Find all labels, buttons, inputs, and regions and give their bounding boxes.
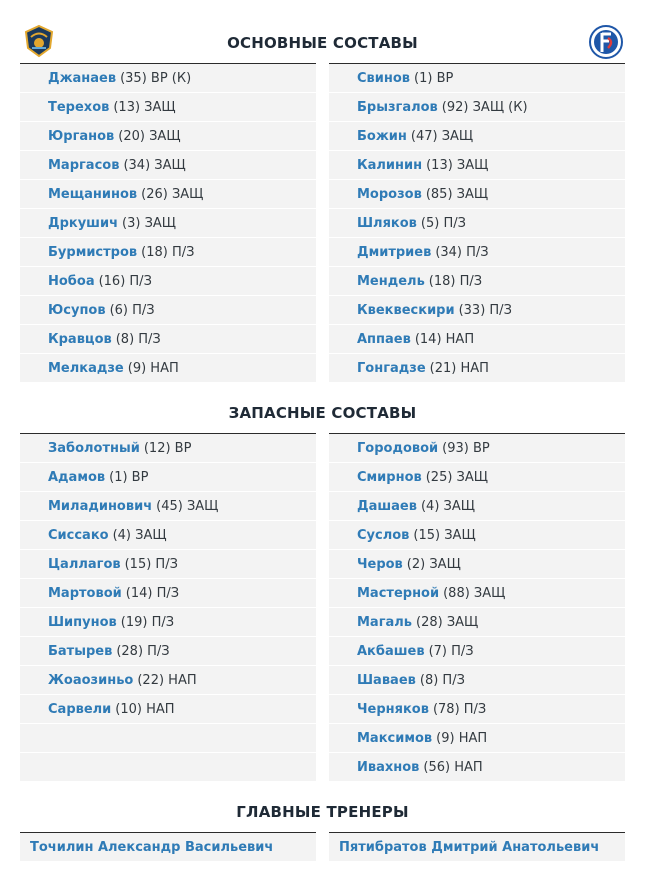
player-number-position: (26) ЗАЩ: [141, 186, 204, 202]
player-number-position: (3) ЗАЩ: [122, 215, 177, 231]
player-number-position: (92) ЗАЩ (К): [441, 99, 528, 115]
player-row: [20, 492, 316, 520]
player-row: [329, 296, 625, 324]
player-number-position: (25) ЗАЩ: [425, 469, 488, 485]
player-row: [329, 325, 625, 353]
player-row: [329, 209, 625, 237]
player-number-position: (13) ЗАЩ: [113, 99, 176, 115]
player-number-position: (33) П/З: [458, 302, 512, 318]
player-row: [20, 695, 316, 723]
player-number-position: (34) П/З: [435, 244, 489, 260]
player-name-link[interactable]: Миладинович: [48, 498, 153, 514]
player-name-link[interactable]: Нобоа: [48, 273, 95, 289]
player-name-link[interactable]: Маргасов: [48, 157, 120, 173]
player-number-position: (15) ЗАЩ: [413, 527, 476, 543]
away-main-lineup: [329, 63, 625, 383]
player-name-link[interactable]: Магаль: [357, 614, 413, 630]
player-number-position: (18) П/З: [141, 244, 195, 260]
player-row: [20, 550, 316, 578]
player-row: [329, 64, 625, 92]
player-number-position: (85) ЗАЩ: [425, 186, 489, 202]
player-row: [329, 492, 625, 520]
subs-lineups-heading: ЗАПАСНЫЕ СОСТАВЫ: [228, 404, 417, 422]
home-coach-cell: [20, 832, 316, 861]
player-row: [329, 550, 625, 578]
player-number-position: (18) П/З: [428, 273, 483, 289]
player-row: [20, 64, 316, 92]
away-coach-cell: [329, 832, 625, 861]
player-number-position: (15) П/З: [124, 556, 178, 572]
player-name-link[interactable]: Ивахнов: [357, 759, 420, 775]
player-row: [20, 267, 316, 295]
player-row: [20, 637, 316, 665]
player-name-link[interactable]: Суслов: [357, 527, 410, 543]
player-name-link[interactable]: Шляков: [357, 215, 417, 231]
player-name-link[interactable]: Мендель: [357, 273, 425, 289]
player-name-link[interactable]: Мартовой: [48, 585, 122, 601]
player-number-position: (9) НАП: [436, 730, 488, 746]
player-number-position: (93) ВР: [442, 440, 490, 456]
player-number-position: (20) ЗАЩ: [118, 128, 181, 144]
player-name-link[interactable]: Дашаев: [357, 498, 417, 514]
player-name-link[interactable]: Юсупов: [48, 302, 106, 318]
player-number-position: (19) П/З: [120, 614, 175, 630]
player-row: [20, 434, 316, 462]
player-number-position: (12) ВР: [143, 440, 192, 456]
player-row: [329, 122, 625, 150]
player-number-position: (1) ВР: [414, 70, 454, 86]
player-row: [20, 608, 316, 636]
player-name-link[interactable]: Шипунов: [48, 614, 117, 630]
player-row: [329, 724, 625, 752]
player-name-link[interactable]: Божин: [357, 128, 407, 144]
player-number-position: (8) П/З: [419, 672, 465, 688]
player-row: [329, 354, 625, 382]
away-subs-lineup: [329, 433, 625, 782]
player-name-link[interactable]: Жоаозиньо: [48, 672, 134, 688]
player-row: [329, 151, 625, 179]
player-number-position: (22) НАП: [137, 672, 197, 688]
player-row: [20, 296, 316, 324]
player-row: [20, 93, 316, 121]
player-row: [20, 354, 316, 382]
player-number-position: (34) ЗАЩ: [123, 157, 186, 173]
player-row: [329, 753, 625, 781]
player-row: [329, 521, 625, 549]
player-number-position: (78) П/З: [432, 701, 487, 717]
player-name-link[interactable]: Брызгалов: [357, 99, 438, 115]
player-number-position: (28) ЗАЩ: [416, 614, 479, 630]
player-name-link[interactable]: Мелкадзе: [48, 360, 124, 376]
player-number-position: (21) НАП: [429, 360, 489, 376]
player-number-position: (35) ВР (К): [120, 70, 192, 86]
player-name-link[interactable]: Сиссако: [48, 527, 109, 543]
player-row: [20, 579, 316, 607]
player-name-link[interactable]: Городовой: [357, 440, 439, 456]
player-row: [20, 753, 316, 781]
player-row: [329, 238, 625, 266]
player-name-link[interactable]: Заболотный: [48, 440, 140, 456]
player-name-link[interactable]: Смирнов: [357, 469, 422, 485]
player-name-link[interactable]: Дркушич: [48, 215, 119, 231]
player-name-link[interactable]: Черов: [357, 556, 403, 572]
player-row: [20, 122, 316, 150]
player-number-position: (28) П/З: [116, 643, 170, 659]
home-subs-lineup: [20, 433, 316, 782]
player-row: [329, 180, 625, 208]
player-name-link[interactable]: Шаваев: [357, 672, 416, 688]
player-row: [20, 209, 316, 237]
player-name-link[interactable]: Кравцов: [48, 331, 112, 347]
player-name-link[interactable]: Юрганов: [48, 128, 115, 144]
player-number-position: (10) НАП: [115, 701, 175, 717]
away-coach-name[interactable]: Пятибратов Дмитрий Анатольевич: [339, 839, 600, 855]
main-lineups-heading: ОСНОВНЫЕ СОСТАВЫ: [227, 34, 418, 52]
player-row: [329, 608, 625, 636]
home-main-lineup: [20, 63, 316, 383]
player-number-position: (56) НАП: [423, 759, 483, 775]
player-row: [329, 666, 625, 694]
player-row: [20, 238, 316, 266]
player-name-link[interactable]: Гонгадзе: [357, 360, 426, 376]
player-row: [329, 267, 625, 295]
player-number-position: (4) ЗАЩ: [420, 498, 475, 514]
player-name-link[interactable]: Черняков: [357, 701, 429, 717]
player-name-link[interactable]: Акбашев: [357, 643, 425, 659]
player-row: [329, 434, 625, 462]
player-number-position: (1) ВР: [109, 469, 149, 485]
player-name-link[interactable]: Квеквескири: [357, 302, 455, 318]
player-number-position: (8) П/З: [115, 331, 161, 347]
player-row: [329, 93, 625, 121]
player-name-link[interactable]: Свинов: [357, 70, 411, 86]
player-row: [20, 325, 316, 353]
player-name-link[interactable]: Калинин: [357, 157, 423, 173]
player-number-position: (2) ЗАЩ: [406, 556, 461, 572]
player-number-position: (47) ЗАЩ: [410, 128, 474, 144]
player-row: [329, 695, 625, 723]
player-number-position: (16) П/З: [98, 273, 152, 289]
player-name-link[interactable]: Сарвели: [48, 701, 112, 717]
player-row: [20, 521, 316, 549]
player-name-link[interactable]: Максимов: [357, 730, 433, 746]
player-row: [20, 151, 316, 179]
player-name-link[interactable]: Дмитриев: [357, 244, 432, 260]
player-row: [329, 463, 625, 491]
player-row: [20, 666, 316, 694]
player-name-link[interactable]: Адамов: [48, 469, 106, 485]
player-name-link[interactable]: Джанаев: [48, 70, 117, 86]
player-number-position: (45) ЗАЩ: [156, 498, 219, 514]
player-number-position: (6) П/З: [109, 302, 155, 318]
player-name-link[interactable]: Бурмистров: [48, 244, 138, 260]
player-row: [329, 637, 625, 665]
player-number-position: (9) НАП: [127, 360, 179, 376]
player-row: [20, 180, 316, 208]
player-number-position: (14) П/З: [125, 585, 180, 601]
player-number-position: (88) ЗАЩ: [443, 585, 506, 601]
player-name-link[interactable]: Цаллагов: [48, 556, 121, 572]
player-number-position: (13) ЗАЩ: [426, 157, 489, 173]
coaches-heading: ГЛАВНЫЕ ТРЕНЕРЫ: [236, 803, 409, 821]
player-row: [329, 579, 625, 607]
player-row: [20, 724, 316, 752]
player-number-position: (14) НАП: [414, 331, 475, 347]
home-coach-name[interactable]: Точилин Александр Васильевич: [30, 839, 274, 855]
player-number-position: (5) П/З: [420, 215, 466, 231]
player-name-link[interactable]: Мещанинов: [48, 186, 138, 202]
player-row: [20, 463, 316, 491]
player-name-link[interactable]: Батырев: [48, 643, 113, 659]
player-name-link[interactable]: Мастерной: [357, 585, 440, 601]
player-name-link[interactable]: Терехов: [48, 99, 110, 115]
player-number-position: (7) П/З: [428, 643, 474, 659]
player-name-link[interactable]: Морозов: [357, 186, 422, 202]
player-name-link[interactable]: Аппаев: [357, 331, 411, 347]
player-number-position: (4) ЗАЩ: [112, 527, 167, 543]
